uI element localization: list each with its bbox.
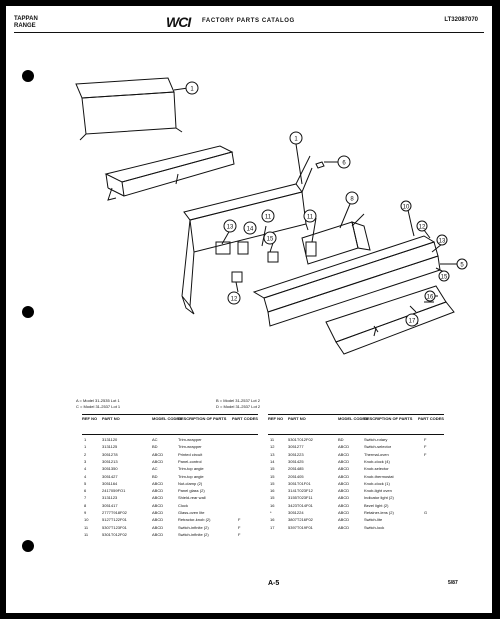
callout-bubble: [439, 271, 449, 281]
cell-model: ABCD: [152, 451, 164, 457]
cell-model: ABCD: [338, 458, 350, 464]
cell-desc: Knob-light oven: [364, 488, 392, 494]
exploded-parts-diagram: [6, 6, 492, 386]
callout-bubble: [262, 210, 274, 222]
callout-bubble: [417, 221, 427, 231]
cell-part: 2051405: [288, 473, 304, 479]
callout-bubble: [224, 220, 236, 232]
cell-part: 2051485: [288, 466, 304, 472]
cell-model: AC: [152, 466, 158, 472]
cell-code: F: [238, 517, 241, 523]
cell-model: ABCD: [338, 466, 350, 472]
cell-ref: 11: [270, 437, 275, 442]
cell-desc: Switch-rotary: [364, 437, 388, 442]
cell-desc: Knob-selector: [364, 466, 389, 472]
cell-code: F: [238, 531, 241, 537]
cell-model: ABCD: [152, 495, 164, 501]
cell-ref: 16: [270, 488, 275, 494]
table-row: [82, 494, 258, 501]
col-part-codes: PART CODES: [232, 416, 258, 421]
cell-desc: Panel-control: [178, 458, 202, 464]
cell-ref: *: [270, 510, 272, 515]
cell-ref: 8: [84, 502, 87, 508]
cell-ref: 1: [84, 444, 87, 450]
cell-part: 5301T012F02: [288, 437, 313, 442]
cell-desc: Indicator light (2): [364, 495, 394, 501]
model-legend: [76, 398, 436, 412]
cell-part: 3051213: [102, 458, 118, 464]
cell-desc: Knob-clock (1): [364, 480, 390, 486]
cell-desc: Knob-thermostat: [364, 473, 394, 479]
col-desc: DESCRIPTION OF PARTS: [364, 416, 413, 421]
cell-ref: 14: [270, 458, 275, 464]
cell-desc: Clock: [178, 502, 189, 508]
table-row: [268, 524, 444, 531]
catalog-page: [6, 6, 492, 613]
cell-model: ABCD: [338, 502, 350, 508]
callout-bubble: [425, 291, 435, 301]
cell-part: 5307T123F01: [102, 524, 127, 530]
cell-part: 3807T216F02: [288, 517, 313, 523]
table-row: [268, 473, 444, 480]
cell-model: ABCD: [338, 510, 350, 515]
cell-desc: Switch-infinite (2): [178, 531, 209, 537]
cell-ref: 3: [84, 458, 87, 464]
cell-ref: 15: [270, 473, 275, 479]
catalog-title: FACTORY PARTS CATALOG: [202, 18, 295, 24]
cell-ref: 16: [270, 517, 275, 523]
callout-label: 15: [266, 236, 274, 243]
cell-part: 3051277: [288, 444, 304, 450]
cell-part: 3051T01F01: [288, 480, 311, 486]
cell-ref: 15: [270, 495, 275, 501]
callout-label: 17: [408, 318, 416, 325]
cell-desc: Knob-clock (4): [364, 458, 390, 464]
cell-ref: 13: [270, 451, 275, 457]
callout-bubble: [186, 82, 198, 94]
callout-bubble: [406, 314, 418, 326]
callout-label: 12: [418, 224, 426, 231]
cell-ref: 9: [84, 510, 87, 515]
parts-table-right: [268, 414, 444, 584]
cell-model: ABCD: [338, 444, 350, 450]
cell-part: 3051224: [288, 510, 304, 515]
table-row: [82, 451, 258, 458]
parts-table-left: [82, 414, 258, 584]
trim-panel-face: [82, 92, 176, 134]
cell-model: BD: [338, 437, 344, 442]
callout-label: 11: [306, 214, 314, 221]
callout-bubble: [457, 259, 467, 269]
cell-desc: Switch-lite: [364, 517, 383, 523]
cell-ref: 10: [84, 517, 89, 523]
callout-bubble: [346, 192, 358, 204]
table-row: [268, 436, 444, 443]
table-row: [268, 451, 444, 458]
cell-desc: Switch-lock: [364, 524, 385, 530]
callout-bubble: [304, 210, 316, 222]
cell-ref: 11: [84, 531, 89, 537]
cell-model: ABCD: [152, 458, 164, 464]
table-row: [82, 487, 258, 494]
cell-part: 3423T014F01: [288, 502, 313, 508]
legend-item: B = Model 31-2537 Lot 2: [216, 398, 260, 403]
cell-ref: 4: [84, 466, 87, 472]
col-desc: DESCRIPTION OF PARTS: [178, 416, 227, 421]
table-row: [82, 443, 258, 450]
cell-desc: Shield-rear wall: [178, 495, 206, 501]
legend-item: A = Model 31-2535 Lot 1: [76, 398, 120, 403]
col-part-codes: PART CODES: [418, 416, 444, 421]
callout-label: 13: [438, 238, 446, 245]
cell-part: 3051417: [102, 502, 118, 508]
callout-label: 5: [460, 262, 464, 269]
cell-ref: 15: [270, 466, 275, 472]
cell-desc: Bezel light (2): [364, 502, 389, 508]
table-row: [268, 465, 444, 472]
cell-model: ABCD: [338, 473, 350, 479]
cell-part: 3051223: [288, 451, 304, 457]
cell-model: ABCD: [338, 517, 350, 523]
binder-hole: [22, 540, 34, 552]
cell-desc: Switch-selector: [364, 444, 392, 450]
cell-part: 3051164: [102, 480, 118, 486]
table-row: [268, 502, 444, 509]
cell-code: F: [424, 444, 427, 450]
col-ref: REF NO: [82, 416, 98, 421]
page-number: A-5: [268, 580, 280, 587]
callout-label: 1: [294, 136, 298, 143]
col-model: MODEL CODES: [338, 416, 368, 421]
table-row: [268, 494, 444, 501]
callout-label: 12: [230, 296, 238, 303]
page-date: 5/87: [448, 580, 458, 586]
cell-model: ABCD: [338, 488, 350, 494]
cell-desc: Retractor-knob (2): [178, 517, 211, 523]
cell-model: AC: [152, 437, 158, 442]
cell-part: 5397T019F01: [288, 524, 313, 530]
callout-bubble: [338, 156, 350, 168]
cell-desc: Trim-wrapper: [178, 444, 202, 450]
callout-bubble: [264, 232, 276, 244]
cell-desc: Trim-wrapper: [178, 437, 202, 442]
table-row: [268, 509, 444, 516]
callout-label: 8: [350, 196, 354, 203]
cell-code: F: [424, 437, 427, 442]
callout-bubble: [401, 201, 411, 211]
cell-desc: Panel glass (2): [178, 488, 205, 494]
cell-model: ABCD: [338, 480, 350, 486]
catalog-number: LT32087070: [444, 17, 478, 23]
table-row: [82, 473, 258, 480]
callout-bubble: [437, 235, 447, 245]
cell-desc: Trim-top angle: [178, 473, 204, 479]
cell-ref: 7: [84, 495, 87, 501]
col-model: MODEL CODES: [152, 416, 182, 421]
table-row: [268, 458, 444, 465]
cell-model: ABCD: [152, 524, 164, 530]
callout-bubble: [290, 132, 302, 144]
cell-model: ABCD: [152, 517, 164, 523]
cell-ref: 17: [270, 524, 275, 530]
callout-label: 10: [402, 204, 410, 211]
table-row: [82, 516, 258, 523]
cell-ref: 6: [84, 488, 87, 494]
cell-part: 3131120: [102, 437, 118, 442]
cell-ref: 12: [270, 444, 275, 450]
callout-label: 16: [426, 294, 434, 301]
col-part: PART NO: [288, 416, 306, 421]
cell-part: 2417059FO1: [102, 488, 126, 494]
cell-part: 3131125: [102, 444, 118, 450]
wci-logo: WCI: [166, 14, 191, 30]
callout-bubble: [244, 222, 256, 234]
cell-model: ABCD: [152, 531, 164, 537]
table-row: [268, 443, 444, 450]
cell-model: ABCD: [152, 480, 164, 486]
cell-part: 3155T023F11: [288, 495, 313, 501]
cell-part: 3131123: [102, 495, 118, 501]
cell-model: ABCD: [338, 451, 350, 457]
table-row: [82, 480, 258, 487]
table-row: [82, 531, 258, 538]
cell-ref: 4: [84, 473, 87, 479]
table-row: [82, 524, 258, 531]
table-row: [82, 436, 258, 443]
cell-part: 3051427: [102, 473, 118, 479]
cell-model: ABCD: [338, 524, 350, 530]
cell-ref: 1: [84, 437, 87, 442]
cell-code: F: [424, 451, 427, 457]
brand-line-1: TAPPAN: [14, 16, 38, 22]
cell-code: F: [238, 524, 241, 530]
cell-part: 3141T023F12: [288, 488, 313, 494]
table-row: [268, 487, 444, 494]
table-row: [82, 509, 258, 516]
cell-model: ABCD: [152, 502, 164, 508]
callout-label: 6: [342, 160, 346, 167]
table-row: [268, 516, 444, 523]
cell-code: G: [424, 510, 428, 515]
cell-desc: Switch-infinite (2): [178, 524, 209, 530]
callout-bubble: [228, 292, 240, 304]
cell-ref: 11: [84, 524, 89, 530]
cell-part: 5301T012F02: [102, 531, 127, 537]
legend-item: D = Model 31-2537 Lot 2: [216, 404, 261, 409]
legend-item: C = Model 31-2537 Lot 1: [76, 404, 121, 409]
cell-model: ABCD: [338, 495, 350, 501]
cell-ref: 2: [84, 451, 87, 457]
callout-label: 13: [226, 224, 234, 231]
cell-part: 3051278: [102, 451, 118, 457]
cell-desc: Retainer-lens (2): [364, 510, 394, 515]
table-row: [82, 458, 258, 465]
cell-model: ABCD: [152, 510, 164, 515]
callout-label: 15: [440, 274, 448, 281]
cell-desc: Trim-top angle: [178, 466, 204, 472]
cell-ref: 5: [84, 480, 87, 486]
callout-label: 11: [264, 214, 272, 221]
table-row: [268, 480, 444, 487]
callout-label: 1: [190, 86, 194, 93]
brand-line-2: RANGE: [14, 23, 36, 29]
cell-part: 5127T122F01: [102, 517, 127, 523]
cell-part: 3051350: [102, 466, 118, 472]
cell-model: ABCD: [152, 488, 164, 494]
callout-label: 14: [246, 226, 254, 233]
table-row: [82, 465, 258, 472]
col-part: PART NO: [102, 416, 120, 421]
cell-part: 3051425: [288, 458, 304, 464]
cell-desc: Nut-clamp (2): [178, 480, 203, 486]
cell-model: BD: [152, 473, 158, 479]
cell-desc: Printed circuit: [178, 451, 203, 457]
cell-ref: 16: [270, 502, 275, 508]
cell-desc: Thermal-oven: [364, 451, 389, 457]
cell-desc: Glass-oven lite: [178, 510, 205, 515]
cell-model: BD: [152, 444, 158, 450]
col-ref: REF NO: [268, 416, 284, 421]
cell-part: 2777T918F02: [102, 510, 127, 515]
cell-ref: 15: [270, 480, 275, 486]
table-row: [82, 502, 258, 509]
